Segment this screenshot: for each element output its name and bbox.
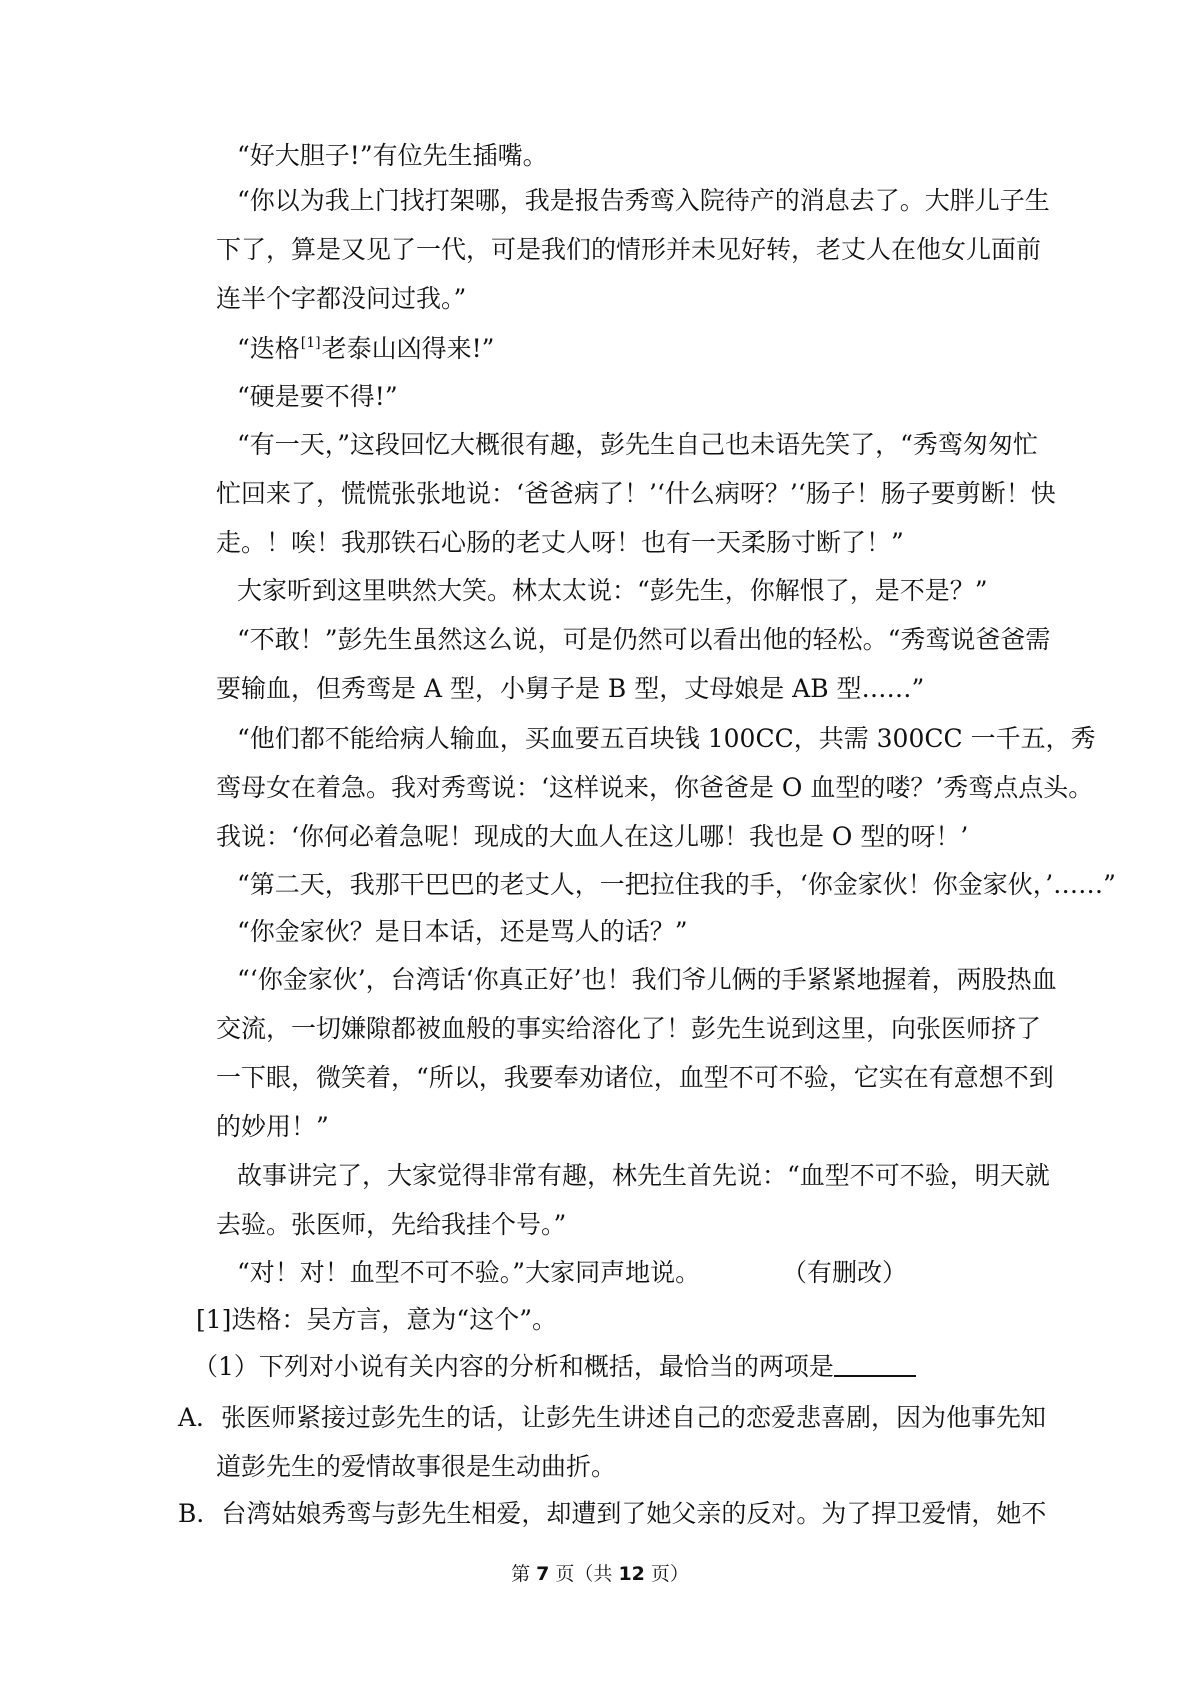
text-line: “硬是要不得!” xyxy=(237,382,398,411)
paragraph xyxy=(0,372,398,421)
total-pages: 12 xyxy=(618,1563,645,1585)
text-line: “有一天，”这段回忆大概很有趣，彭先生自己也未语先笑了，“秀鸾匆匆忙 xyxy=(237,430,1038,459)
paragraph xyxy=(0,1248,1000,1297)
text-line: “你金家伙？是日本话，还是骂人的话？” xyxy=(237,917,688,946)
question-line xyxy=(0,1342,916,1391)
footnote-text: [1]迭格：吴方言，意为“这个”。 xyxy=(196,1305,557,1334)
footer-middle: 页（共 xyxy=(549,1563,619,1585)
option-a xyxy=(0,1393,1046,1491)
paragraph xyxy=(0,860,1116,909)
paragraph xyxy=(0,955,1057,1151)
text-line: “他们都不能给病人输血，买血要五百块钱 100CC，共需 300CC 一千五，秀 xyxy=(237,724,1096,753)
paragraph xyxy=(0,420,1056,567)
footer-prefix: 第 xyxy=(511,1563,537,1585)
page-number: 7 xyxy=(536,1563,550,1585)
paragraph xyxy=(0,176,1050,323)
paragraph xyxy=(0,566,988,615)
text-line xyxy=(0,324,494,373)
paragraph xyxy=(0,1151,1050,1249)
text-line: 去验。张医师，先给我挂个号。” xyxy=(216,1210,567,1239)
text-line: 的妙用！” xyxy=(216,1112,329,1141)
text-line: “你以为我上门找打架哪，我是报告秀鸾入院待产的消息去了。大胖儿子生 xyxy=(237,186,1050,215)
text-line: “对！对！血型不可不验。”大家同声地说。 xyxy=(237,1258,701,1287)
question xyxy=(0,1342,916,1391)
paragraph xyxy=(0,615,1050,713)
paragraph xyxy=(0,714,1096,861)
paragraph xyxy=(0,324,494,373)
text-span: “迭格 xyxy=(237,334,300,363)
text-line: 忙回来了，慌慌张张地说：‘爸爸病了！’‘什么病呀？’‘肠子！肠子要剪断！快 xyxy=(216,479,1056,508)
footnote-ref: [1] xyxy=(300,335,321,351)
answer-blank xyxy=(834,1349,916,1377)
text-line: 下了，算是又见了一代，可是我们的情形并未见好转，老丈人在他女儿面前 xyxy=(216,235,1042,264)
text-line: “第二天，我那干巴巴的老丈人，一把拉住我的手，‘你金家伙！你金家伙，’……” xyxy=(237,870,1116,899)
text-line: 要输血，但秀鸾是 A 型，小舅子是 B 型，丈母娘是 AB 型……” xyxy=(216,674,925,703)
text-line: “不敢！”彭先生虽然这么说，可是仍然可以看出他的轻松。“秀鸾说爸爸需 xyxy=(237,625,1051,654)
text-line: 走。！唉！我那铁石心肠的老丈人呀！也有一天柔肠寸断了！” xyxy=(216,528,904,557)
paragraph xyxy=(0,907,688,956)
text-line: 交流，一切嫌隙都被血般的事实给溶化了！彭先生说到这里，向张医师挤了 xyxy=(216,1014,1042,1043)
footer-suffix: 页） xyxy=(644,1563,689,1585)
text-line: 我说：‘你何必着急呢！现成的大血人在这儿哪！我也是 O 型的呀！’ xyxy=(216,822,969,851)
text-line: 故事讲完了，大家觉得非常有趣，林先生首先说：“血型不可不验，明天就 xyxy=(237,1161,1050,1190)
text-line: “‘你金家伙’，台湾话‘你真正好’也！我们爷儿俩的手紧紧地握着，两股热血 xyxy=(237,965,1057,994)
paragraph xyxy=(0,131,548,180)
text-span: 老泰山凶得来!” xyxy=(321,334,495,363)
edited-note: （有删改） xyxy=(782,1258,908,1287)
page-footer xyxy=(0,1559,1200,1586)
option-b xyxy=(0,1489,1046,1538)
text-line: 连半个字都没问过我。” xyxy=(216,284,467,313)
text-line: 鸾母女在着急。我对秀鸾说：‘这样说来，你爸爸是 O 血型的喽？’秀鸾点点头。 xyxy=(216,773,1094,802)
text-line: 一下眼，微笑着，“所以，我要奉劝诸位，血型不可不验，它实在有意想不到 xyxy=(216,1063,1054,1092)
option-line: 道彭先生的爱情故事很是生动曲折。 xyxy=(216,1452,617,1481)
question-text: （1）下列对小说有关内容的分析和概括，最恰当的两项是 xyxy=(193,1352,834,1381)
footnote xyxy=(0,1295,557,1344)
option-line: B．台湾姑娘秀鸾与彭先生相爱，却遭到了她父亲的反对。为了捍卫爱情，她不 xyxy=(178,1499,1047,1528)
text-line: “好大胆子!”有位先生插嘴。 xyxy=(237,141,548,170)
text-line: 大家听到这里哄然大笑。林太太说：“彭先生，你解恨了，是不是？” xyxy=(237,576,988,605)
option-line: A．张医师紧接过彭先生的话，让彭先生讲述自己的恋爱悲喜剧，因为他事先知 xyxy=(178,1403,1047,1432)
